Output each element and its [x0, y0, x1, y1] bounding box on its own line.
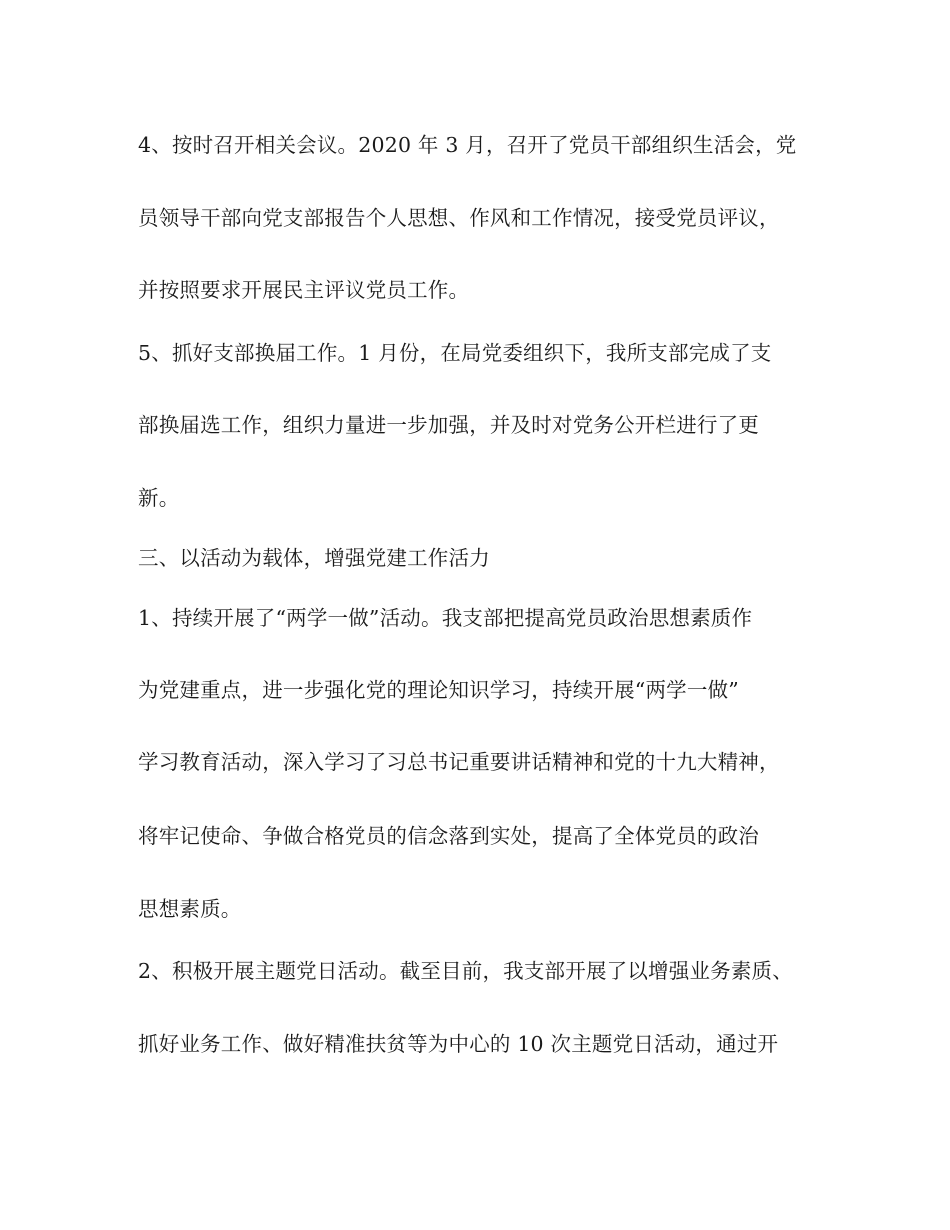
text-line-5: 部换届选工作，组织力量进一步加强，并及时对党务公开栏进行了更: [138, 413, 759, 437]
text-line-10: 学习教育活动，深入学习了习总书记重要讲话精神和党的十九大精神，: [138, 750, 780, 774]
text-line-11: 将牢记使命、争做合格党员的信念落到实处，提高了全体党员的政治: [138, 824, 759, 848]
text-line-4: 5、抓好支部换届工作。1 月份，在局党委组织下，我所支部完成了支: [138, 341, 772, 365]
text-line-9: 为党建重点，进一步强化党的理论知识学习，持续开展“两学一做”: [138, 678, 739, 702]
text-line-12: 思想素质。: [138, 897, 242, 921]
text-line-14: 抓好业务工作、做好精准扶贫等为中心的 10 次主题党日活动，通过开: [138, 1032, 779, 1056]
text-line-8: 1、持续开展了“两学一做”活动。我支部把提高党员政治思想素质作: [138, 606, 753, 630]
text-line-6: 新。: [138, 486, 180, 510]
text-line-2: 员领导干部向党支部报告个人思想、作风和工作情况，接受党员评议，: [138, 206, 780, 230]
section-heading: 三、以活动为载体，增强党建工作活力: [138, 546, 490, 570]
text-line-3: 并按照要求开展民主评议党员工作。: [138, 278, 470, 302]
text-line-13: 2、积极开展主题党日活动。截至目前，我支部开展了以增强业务素质、: [138, 959, 793, 983]
text-line-1: 4、按时召开相关会议。2020 年 3 月，召开了党员干部组织生活会，党: [138, 133, 797, 157]
